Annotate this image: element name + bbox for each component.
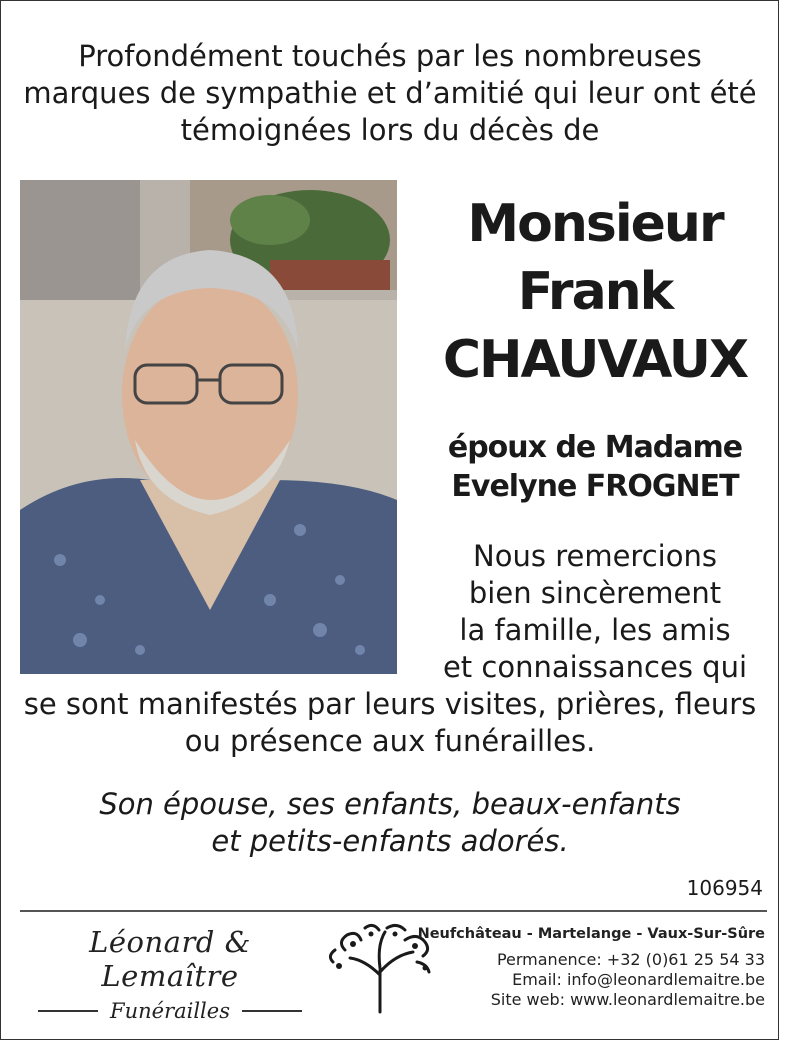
thanks-line: se sont manifestés par leurs visites, prières, fleurs bbox=[23, 687, 757, 721]
contact-website: Site web: www.leonardlemaitre.be bbox=[490, 990, 765, 1009]
spouse-line: époux de Madame bbox=[447, 430, 743, 465]
thanks-line: Nous remercions bbox=[473, 539, 717, 573]
intro-text bbox=[10, 38, 770, 149]
funeral-home-logo bbox=[20, 925, 320, 1023]
footer-divider bbox=[20, 910, 767, 912]
thanks-line: et connaissances qui bbox=[442, 650, 748, 684]
deceased-first-name: Frank bbox=[517, 262, 673, 322]
contact-email: Email: info@leonardlemaitre.be bbox=[512, 970, 765, 989]
family-signature bbox=[10, 786, 770, 860]
family-line: Son épouse, ses enfants, beaux-enfants bbox=[99, 787, 681, 821]
logo-name: Léonard & Lemaître bbox=[89, 925, 251, 993]
contact-info bbox=[418, 924, 765, 1010]
thanks-line: bien sincèrement bbox=[468, 576, 722, 610]
family-line: et petits-enfants adorés. bbox=[211, 824, 569, 858]
intro-line: témoignées lors du décès de bbox=[180, 113, 600, 147]
divider bbox=[242, 1010, 302, 1012]
spouse-text bbox=[420, 428, 770, 506]
deceased-name bbox=[420, 190, 770, 394]
divider bbox=[38, 1010, 98, 1012]
logo-subtitle-text: Funérailles bbox=[110, 999, 230, 1023]
logo-subtitle bbox=[20, 999, 320, 1023]
deceased-last-name: CHAUVAUX bbox=[442, 330, 748, 390]
reference-number: 106954 bbox=[686, 876, 763, 900]
portrait-photo bbox=[20, 180, 397, 674]
thanks-text bbox=[420, 538, 770, 686]
thanks-line: la famille, les amis bbox=[459, 613, 731, 647]
spouse-line: Evelyne FROGNET bbox=[451, 469, 739, 504]
deceased-title: Monsieur bbox=[467, 194, 723, 254]
intro-line: Profondément touchés par les nombreuses bbox=[78, 39, 702, 73]
intro-line: marques de sympathie et d’amitié qui leur ont été bbox=[23, 76, 757, 110]
thanks-line: ou présence aux funérailles. bbox=[184, 724, 596, 758]
towns-list: Neufchâteau - Martelange - Vaux-Sur-Sûre bbox=[417, 926, 765, 942]
thanks-continued bbox=[10, 686, 770, 760]
permanence-phone: Permanence: +32 (0)61 25 54 33 bbox=[496, 950, 765, 969]
